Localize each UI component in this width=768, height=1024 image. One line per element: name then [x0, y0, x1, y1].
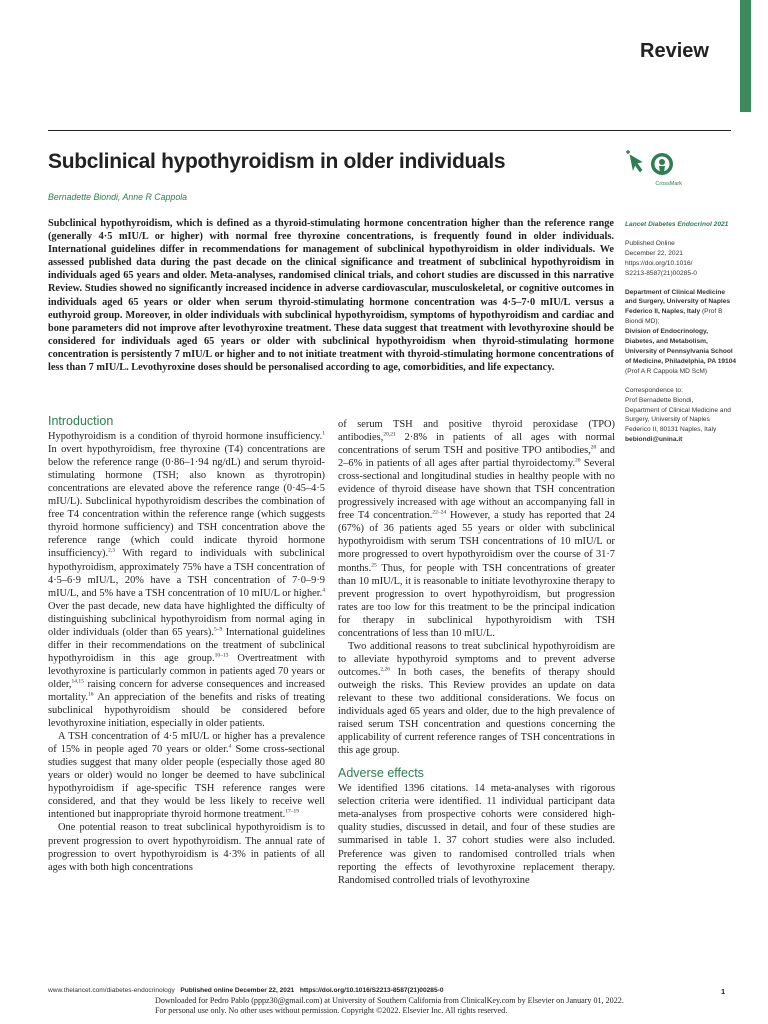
body-column-right: [338, 418, 615, 887]
citation[interactable]: 14,15: [71, 678, 84, 685]
citation[interactable]: 4: [322, 587, 325, 594]
journal-citation: Lancet Diabetes Endocrinol 2021: [625, 221, 729, 228]
citation[interactable]: 17–19: [285, 808, 299, 815]
citation[interactable]: 5–9: [214, 626, 223, 633]
crossmark-label: CrossMark: [655, 181, 682, 187]
correspondence-label: Correspondence to:: [625, 386, 683, 394]
citation[interactable]: 2,3: [108, 548, 115, 554]
footer-doi[interactable]: https://doi.org/10.1016/S2213-8587(21)00285-0: [299, 987, 444, 994]
citation[interactable]: 10–13: [214, 652, 229, 659]
journal-color-bar: [740, 0, 751, 112]
page-footer: [48, 987, 443, 994]
intro-paragraph-4: Two additional reasons to treat subclinical hypothyroidism are to alleviate hypothyroid symptoms and to prevent adverse outcomes.$^{2,26}$ In both cases, the benefits of therapy should outweigh the risks. This Review provides an update on data relevant to these two additional considerations. We focus on individuals aged 65 years and older, due to the high prevalence of raised serum TSH concentration and questions concerning the applicability of current reference ranges of TSH concentrations in this age group.: [338, 640, 615, 757]
correspondence-name: Prof Bernadette Biondi,: [625, 396, 694, 404]
published-date: December 22, 2021: [625, 249, 683, 257]
page-number: 1: [721, 987, 726, 996]
intro-paragraph-2: A TSH concentration of 4·5 mIU/L or higher has a prevalence of 15% in people aged 70 years or older.$^4$ Some cross-sectional studies suggest that many older people (especially those aged 80 years or older) would no longer be deemed to have subclinical hypothyroidism if age-specific TSH reference ranges were considered, and that they would be less likely to receive well intentioned but inappropriate thyroid hormone treatment.$^{17-19}$: [48, 731, 326, 821]
citation[interactable]: 2,26: [380, 666, 391, 673]
article-authors: Bernadette Biondi, Anne R Cappola: [48, 192, 188, 202]
correspondence-address: Department of Clinical Medicine and Surgery, University of Naples Federico II, 80131 Naples, Italy: [625, 406, 731, 434]
citation[interactable]: 20,21: [383, 431, 396, 438]
header-rule: [48, 130, 731, 131]
published-label: Published Online: [625, 239, 675, 247]
citation[interactable]: 1: [322, 430, 325, 437]
affiliation-2: Division of Endocrinology, Diabetes, and Metabolism, University of Pennsylvania School of Medicine, Philadelphia, PA 19104: [625, 328, 737, 365]
article-title: Subclinical hypothyroidism in older individuals: [48, 150, 506, 173]
intro-paragraph-1: Hypothyroidism is a condition of thyroid hormone insufficiency.$^1$ In overt hypothyroidism, free thyroxine (T4) concentrations are below the reference range (0·86–1·94 ng/dL) and serum thyroid-stimulating hormone (TSH; also known as thyrotropin) concentrations are elevated above the reference range (0·45–4·5 mIU/L). Subclinical hypothyroidism describes the combination of free T4 concentration within the reference range (which suggests thyroid hormone sufficiency) and TSH concentration above the reference range (which could indicate thyroid hormone insufficiency).$^{2,3}$ With regard to individuals with subclinical hypothyroidism, approximately 75% have a TSH concentration of 4·5–6·9 mIU/L, 20% have a TSH concentration of 7·0–9·9 mIU/L, and 5% have a TSH concentration of 10 mIU/L or higher.$^4$ Over the past decade, new data have highlighted the difficulty of distinguishing subclinical hypothyroidism from normal aging in older individuals (older than 65 years).$^{5-9}$ International guidelines differ in their recommendations on the treatment of subclinical hypothyroidism in this age group.$^{10-13}$ Overtreatment with levothyroxine is particularly common in patients aged 70 years or older,$^{14,15}$ raising concern for adverse consequences and increased mortality.$^{16}$ An appreciation of the benefits and risks of treating subclinical hypothyroidism should be considered before levothyroxine initiation, especially in older patients.: [48, 430, 325, 730]
introduction-heading: Introduction: [48, 414, 114, 428]
footer-published: Published online December 22, 2021: [180, 987, 295, 994]
adverse-effects-paragraph-1: We identified 1396 citations. 14 meta-analyses with rigorous selection criteria were identified. 11 individual participant data meta-analyses from prospective cohorts were considered high-quality studies, discussed in detail, and four of these studies are summarised in table 1. 37 cohort studies were also included. Preference was given to randomised controlled trials when reporting the effects of levothyroxine replacement therapy. Randomised controlled trials of levothyroxine: [338, 783, 615, 886]
adverse-effects-heading: Adverse effects: [338, 766, 424, 781]
body-column-left: [48, 415, 325, 874]
article-sidebar: [625, 220, 737, 454]
correspondence-email[interactable]: bebiondi@unina.it: [625, 436, 683, 444]
citation[interactable]: 16: [88, 691, 94, 698]
citation[interactable]: 22–24: [432, 509, 447, 516]
footer-site[interactable]: www.thelancet.com/diabetes-endocrinology: [48, 987, 175, 994]
citation[interactable]: 4: [228, 743, 232, 750]
intro-paragraph-3: One potential reason to treat subclinical hypothyroidism is to prevent progression to overt hypothyroidism. The annual rate of progression to overt hypothyroidism is 4·3% in patients of all ages with both high concentrations: [48, 822, 325, 873]
doi-line-1[interactable]: https://doi.org/10.1016/: [625, 259, 693, 267]
abstract: Subclinical hypothyroidism, which is defined as a thyroid-stimulating hormone concentration higher than the reference range (generally 4·5 mIU/L or higher) with normal free thyroxine concentrations, is frequently found in older individuals. International guidelines differ in recommendations for management of subclinical hypothyroidism in older individuals. We assessed published data during the past decade on the clinical significance and treatment of subclinical hypothyroidism in individuals aged 65 years and older. Meta-analyses, randomised clinical trials, and cohort studies are discussed in this narrative Review. Studies showed no significantly increased incidence in adverse cardiovascular, musculoskeletal, or cognitive outcomes in individuals aged 65 years or older when serum thyroid-stimulating hormone concentration was 4·5–7·0 mIU/L versus a euthyroid group. Moreover, in older individuals with subclinical hypothyroidism, symptoms of hypothyroidism and cardiac and bone parameters did not improve after levothyroxine treatment. These data suggest that treatment with levothyroxine should be considered for individuals aged 65 years or older with subclinical hypothyroidism when thyroid-stimulating hormone concentration is persistently 7 mIU/L or higher and to not initiate treatment with thyroid-stimulating hormone concentrations of less than 7 mIU/L. Levothyroxine doses should be personalised according to age, comorbidities, and life expectancy.: [48, 218, 614, 374]
citation[interactable]: 20: [574, 457, 581, 464]
crossmark-icon: [622, 148, 682, 182]
citation[interactable]: 20: [590, 444, 597, 451]
download-notice: Downloaded for Pedro Pablo (pppz30@gmail.com) at University of Southern California from ClinicalKey.com by Elsevier on January 01, 2022. For personal use only. No other uses without permission. Copyright ©2022. Elsevier Inc. All rights reserved.: [155, 996, 624, 1015]
affiliation-2-person: (Prof A R Cappola MD ScM): [625, 367, 708, 375]
affiliation-1-person: (Prof B Biondi MD);: [625, 308, 723, 326]
section-label: Review: [640, 40, 709, 62]
intro-paragraph-3-continued: of serum TSH and positive thyroid peroxidase (TPO) antibodies,$^{20,21}$ 2·8% in patients of all ages with normal concentrations of serum TSH and positive TPO antibodies,$^{20}$ and 2–6% in patients of all ages after partial thyroidectomy.$^{20}$ Several cross-sectional and longitudinal studies in healthy people with no evidence of thyroid disease have shown that TSH concentration progressively increased with age without an accompanying fall in free T4 concentration.$^{22-24}$ However, a study has reported that 24 (67%) of 36 patients aged 55 years or older with subclinical hypothyroidism with serum TSH concentrations of 10 mIU/L or more progressed to overt hypothyroidism over the course of 31·7 months.$^{25}$ Thus, for people with TSH concentrations of greater than 10 mIU/L, it is reasonable to initiate levothyroxine therapy to prevent progression to overt hypothyroidism, but progression rates are too low for this treatment to be the principal indication for therapy in subclinical hypothyroidism with TSH concentrations of less than 10 mIU/L.: [338, 419, 615, 639]
affiliation-1: Department of Clinical Medicine and Surgery, University of Naples Federico II, Naples, Italy: [625, 288, 731, 316]
crossmark-badge[interactable]: [622, 148, 682, 190]
citation[interactable]: 25: [371, 562, 377, 569]
doi-line-2[interactable]: S2213-8587(21)00285-0: [625, 269, 697, 277]
